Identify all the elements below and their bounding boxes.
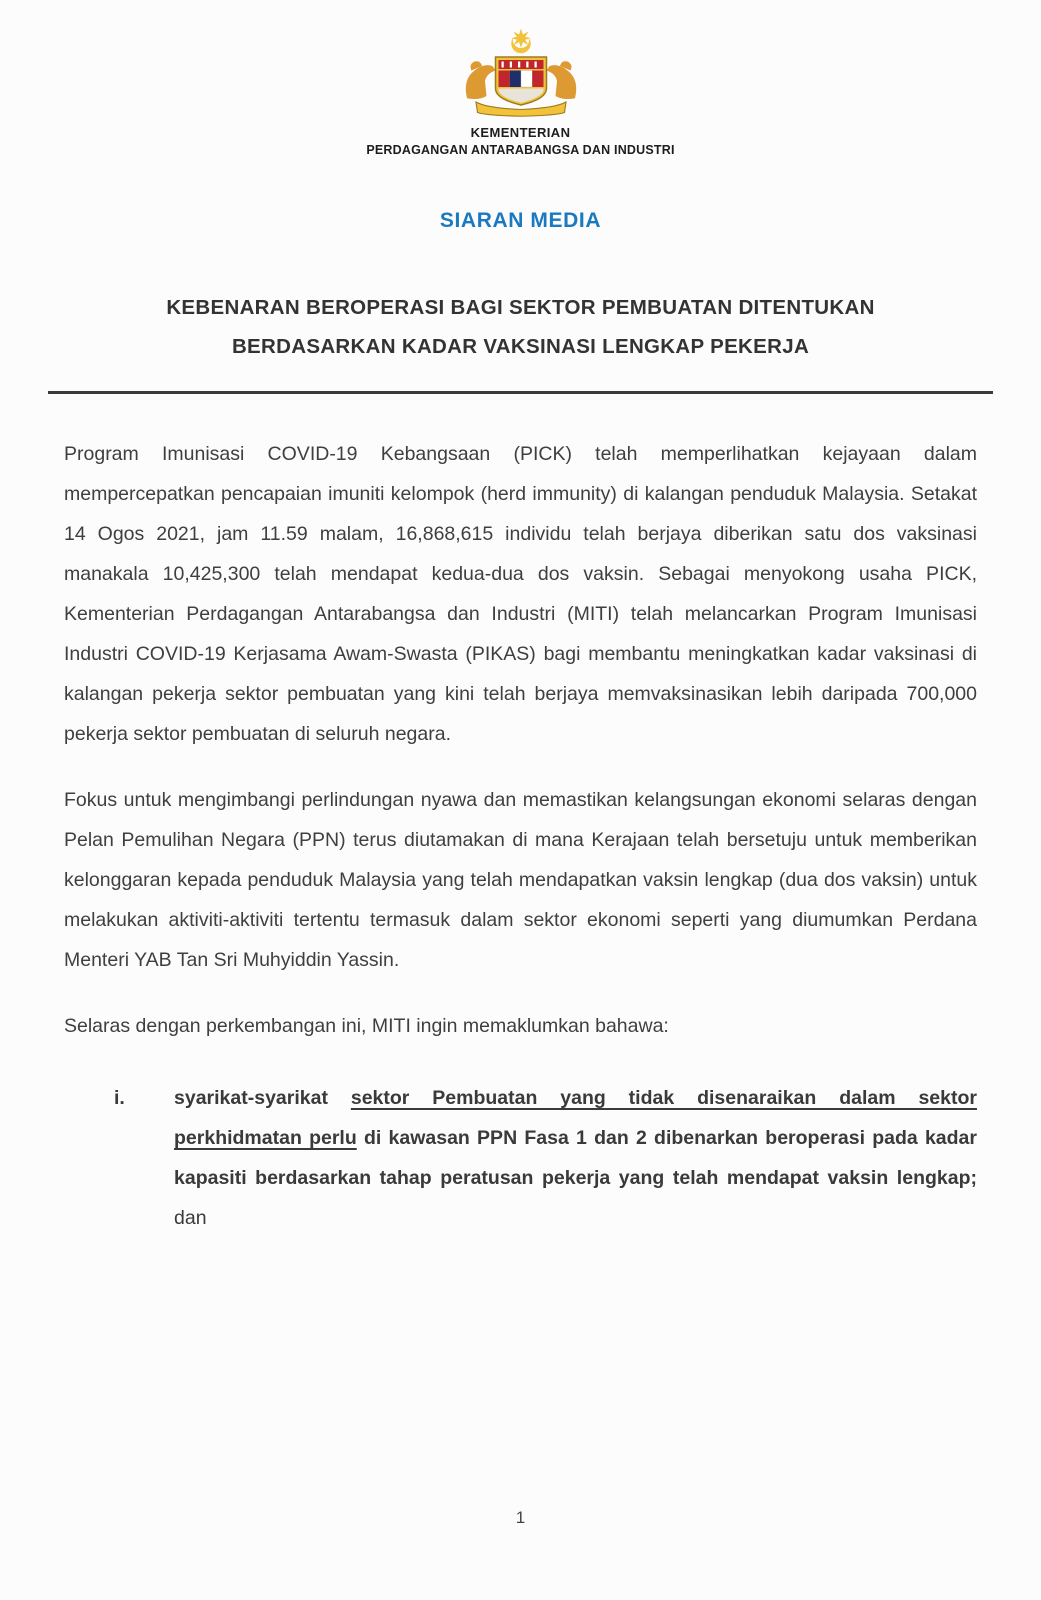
malaysia-coat-of-arms-logo <box>446 26 596 118</box>
paragraph-ppn-focus: Fokus untuk mengimbangi perlindungan nyawa dan memastikan kelangsungan ekonomi selaras dengan Pelan Pemulihan Negara (PPN) terus diutamakan di mana Kerajaan telah bersetuju untuk memberikan kelonggaran kepada penduduk Malaysia yang telah mendapatkan vaksin lengkap (dua dos vaksin) untuk melakukan aktiviti-aktiviti tertentu termasuk dalam sektor ekonomi seperti yang diumumkan Perdana Menteri YAB Tan Sri Muhyiddin Yassin. <box>64 788 977 971</box>
title-divider-rule <box>48 391 993 394</box>
ministry-name-line2: PERDAGANGAN ANTARABANGSA DAN INDUSTRI <box>366 143 675 157</box>
ministry-name-line1: KEMENTERIAN <box>470 125 571 140</box>
list-item-marker: i. <box>114 1086 125 1109</box>
document-title-line2: BERDASARKAN KADAR VAKSINASI LENGKAP PEKERJA <box>231 334 810 358</box>
media-release-label: SIARAN MEDIA <box>439 209 602 232</box>
paragraph-announcement-lead: Selaras dengan perkembangan ini, MITI ingin memaklumkan bahawa: <box>64 1014 669 1037</box>
paragraph-pick-vaccination: Program Imunisasi COVID-19 Kebangsaan (PICK) telah memperlihatkan kejayaan dalam mempercepatkan pencapaian imuniti kelompok (herd immunity) di kalangan penduduk Malaysia. Setakat 14 Ogos 2021, jam 11.59 malam, 16,868,615 individu telah berjaya diberikan satu dos vaksinasi manakala 10,425,300 telah mendapat kedua-dua dos vaksin. Sebagai menyokong usaha PICK, Kementerian Perdagangan Antarabangsa dan Industri (MITI) telah melancarkan Program Imunisasi Industri COVID-19 Kerjasama Awam-Swasta (PIKAS) bagi membantu meningkatkan kadar vaksinasi di kalangan pekerja sektor pembuatan yang kini telah berjaya memvaksinasikan lebih daripada 700,000 pekerja sektor pembuatan di seluruh negara. <box>64 442 977 745</box>
document-title-line1: KEBENARAN BEROPERASI BAGI SEKTOR PEMBUATAN DITENTUKAN <box>166 296 875 319</box>
ordered-list-item-i <box>114 1078 977 1238</box>
list-item-text: syarikat-syarikat sektor Pembuatan yang tidak disenaraikan dalam sektor perkhidmatan perlu di kawasan PPN Fasa 1 dan 2 dibenarkan beroperasi pada kadar kapasiti berdasarkan tahap peratusan pekerja yang telah mendapat vaksin lengkap; dan <box>174 1086 977 1229</box>
page-number: 1 <box>515 1508 526 1527</box>
document-title <box>64 289 977 367</box>
document-header <box>64 26 977 157</box>
